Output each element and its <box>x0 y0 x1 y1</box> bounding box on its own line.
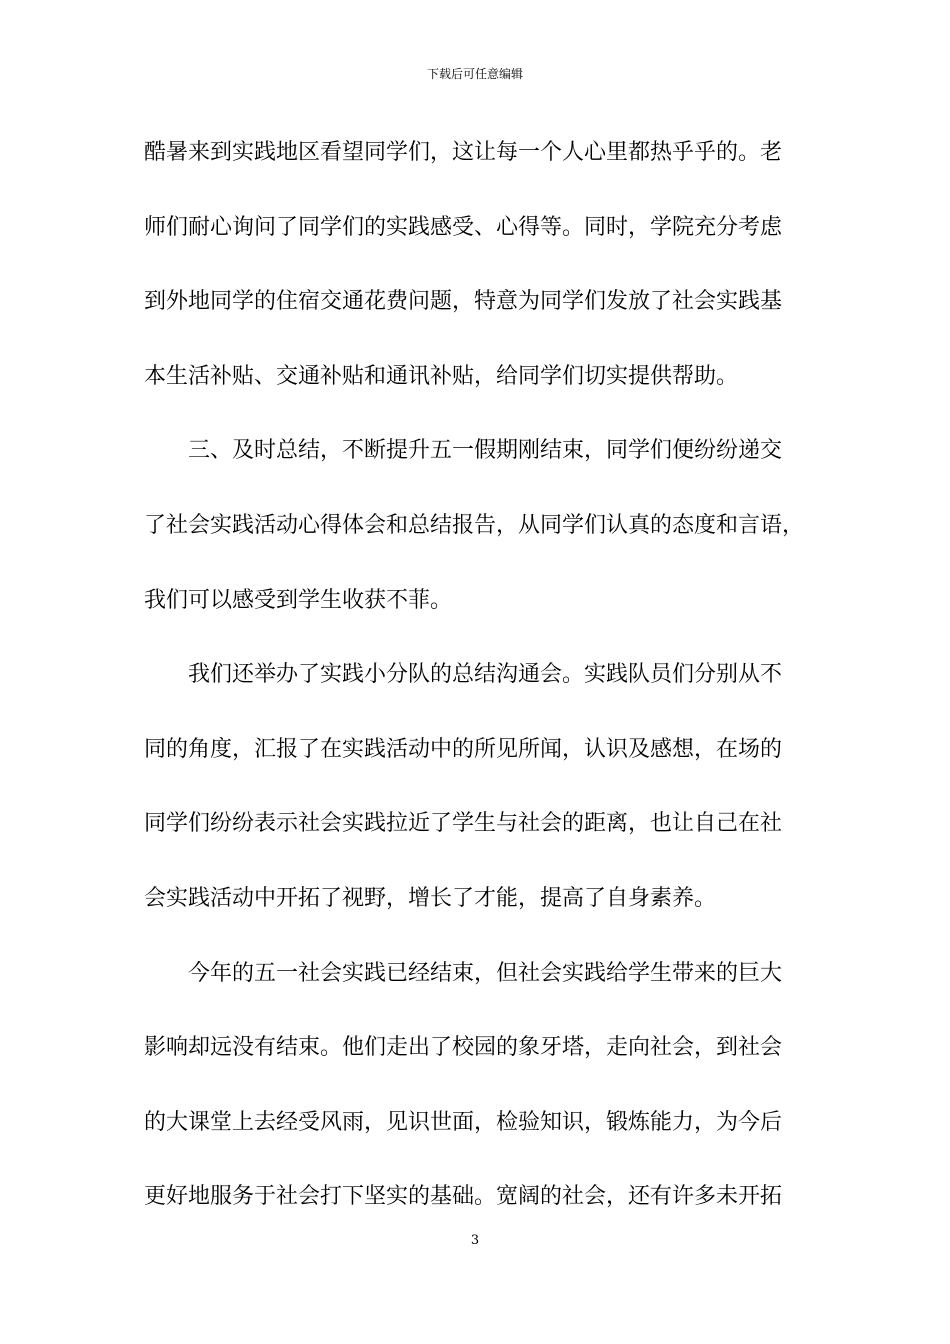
text-line: 了社会实践活动心得体会和总结报告，从同学们认真的态度和言语， <box>144 512 805 538</box>
page-header: 下载后可任意编辑 <box>426 67 523 81</box>
text-line: 同的角度，汇报了在实践活动中的所见所闻，认识及感想，在场的 <box>144 736 783 762</box>
paragraph-start-line: 今年的五一社会实践已经结束，但社会实践给学生带来的巨大 <box>188 960 783 986</box>
paragraph-start-line: 我们还举办了实践小分队的总结沟通会。实践队员们分别从不 <box>188 662 783 688</box>
text-line: 到外地同学的住宿交通花费问题，特意为同学们发放了社会实践基 <box>144 289 783 315</box>
text-line: 的大课堂上去经受风雨，见识世面，检验知识，锻炼能力，为今后 <box>144 1109 783 1135</box>
text-line: 同学们纷纷表示社会实践拉近了学生与社会的距离，也让自己在社 <box>144 811 783 837</box>
paragraph-start-line: 三、及时总结，不断提升五一假期刚结束，同学们便纷纷递交 <box>188 438 783 464</box>
text-line: 我们可以感受到学生收获不菲。 <box>144 587 453 613</box>
text-line: 酷暑来到实践地区看望同学们，这让每一个人心里都热乎乎的。老 <box>144 140 783 165</box>
text-line: 会实践活动中开拓了视野，增长了才能，提高了自身素养。 <box>144 885 717 911</box>
text-line: 本生活补贴、交通补贴和通讯补贴，给同学们切实提供帮助。 <box>144 363 739 389</box>
text-line: 师们耐心询问了同学们的实践感受、心得等。同时，学院充分考虑 <box>144 214 783 240</box>
text-line: 影响却远没有结束。他们走出了校园的象牙塔，走向社会，到社会 <box>144 1035 783 1061</box>
body-text <box>144 131 809 1250</box>
text-line: 更好地服务于社会打下坚实的基础。宽阔的社会，还有许多未开拓 <box>144 1184 783 1210</box>
page-number: 3 <box>470 1233 480 1248</box>
